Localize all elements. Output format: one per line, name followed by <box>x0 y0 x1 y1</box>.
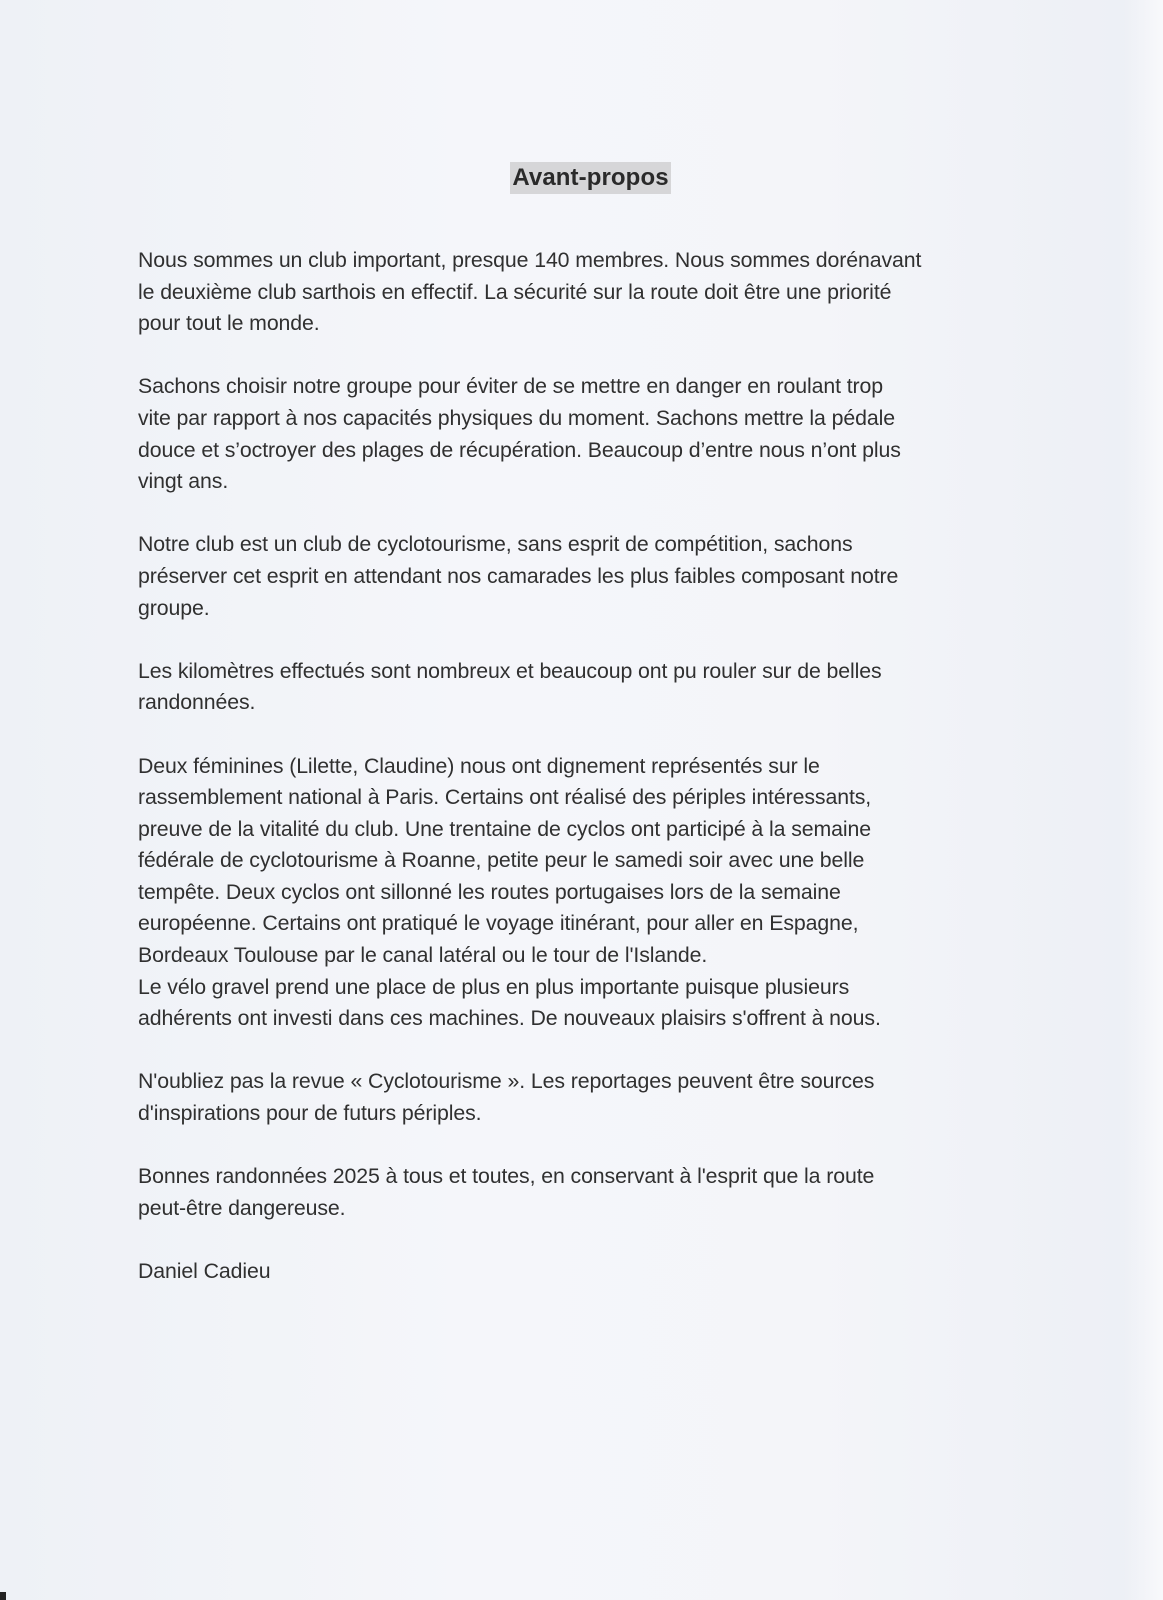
paragraph-line: Bonnes randonnées 2025 à tous et toutes, en conservant à l'esprit que la route <box>138 1164 875 1189</box>
paragraph-line: groupe. <box>138 595 210 620</box>
paragraph-line: d'inspirations pour de futurs périples. <box>138 1101 482 1126</box>
scan-edge-mark <box>0 1592 6 1600</box>
paragraph-line: randonnées. <box>138 690 256 715</box>
paragraph-line: vite par rapport à nos capacités physiques du moment. Sachons mettre la pédale <box>138 405 895 430</box>
paragraph-line: le deuxième club sarthois en effectif. La sécurité sur la route doit être une priorité <box>138 279 892 304</box>
paragraph-5 <box>138 751 1038 1035</box>
paragraph-line: N'oubliez pas la revue « Cyclotourisme ». Les reportages peuvent être sources <box>138 1069 875 1094</box>
paragraph-line: Sachons choisir notre groupe pour éviter de se mettre en danger en roulant trop <box>138 374 884 399</box>
paragraph-line: Nous sommes un club important, presque 140 membres. Nous sommes dorénavant <box>138 248 922 272</box>
paragraph-line: douce et s’octroyer des plages de récupération. Beaucoup d’entre nous n’ont plus <box>138 437 901 462</box>
paragraph-line: adhérents ont investi dans ces machines. De nouveaux plaisirs s'offrent à nous. <box>138 1006 881 1031</box>
paragraph-line: peut-être dangereuse. <box>138 1195 346 1220</box>
paragraph-6 <box>138 1066 1038 1129</box>
paragraph-7 <box>138 1161 1038 1224</box>
paragraph-line: Bordeaux Toulouse par le canal latéral ou le tour de l'Islande. <box>138 943 708 968</box>
paragraph-1 <box>138 245 1038 340</box>
paragraph-line: tempête. Deux cyclos ont sillonné les routes portugaises lors de la semaine <box>138 879 841 904</box>
signature: Daniel Cadieu <box>138 1259 271 1283</box>
paragraph-line: fédérale de cyclotourisme à Roanne, petite peur le samedi soir avec une belle <box>138 848 865 873</box>
paragraph-line: rassemblement national à Paris. Certains ont réalisé des périples intéressants, <box>138 785 872 810</box>
title-container <box>0 162 1163 194</box>
paragraph-line: européenne. Certains ont pratiqué le voyage itinérant, pour aller en Espagne, <box>138 911 859 936</box>
paragraph-4 <box>138 656 1038 719</box>
paragraph-line: préserver cet esprit en attendant nos camarades les plus faibles composant notre <box>138 563 899 588</box>
paragraph-line: Deux féminines (Lilette, Claudine) nous ont dignement représentés sur le <box>138 753 820 778</box>
paragraph-2 <box>138 371 1038 497</box>
paragraph-line: vingt ans. <box>138 469 229 494</box>
page-title: Avant-propos <box>510 162 670 194</box>
paragraph-line: pour tout le monde. <box>138 311 320 336</box>
paragraph-line: Le vélo gravel prend une place de plus en plus importante puisque plusieurs <box>138 974 850 999</box>
paragraph-line: preuve de la vitalité du club. Une trentaine de cyclos ont participé à la semaine <box>138 816 871 841</box>
paragraph-line: Notre club est un club de cyclotourisme, sans esprit de compétition, sachons <box>138 532 853 557</box>
document-body <box>138 245 1038 1319</box>
paragraph-line: Les kilomètres effectués sont nombreux et beaucoup ont pu rouler sur de belles <box>138 658 882 683</box>
paragraph-3 <box>138 529 1038 624</box>
